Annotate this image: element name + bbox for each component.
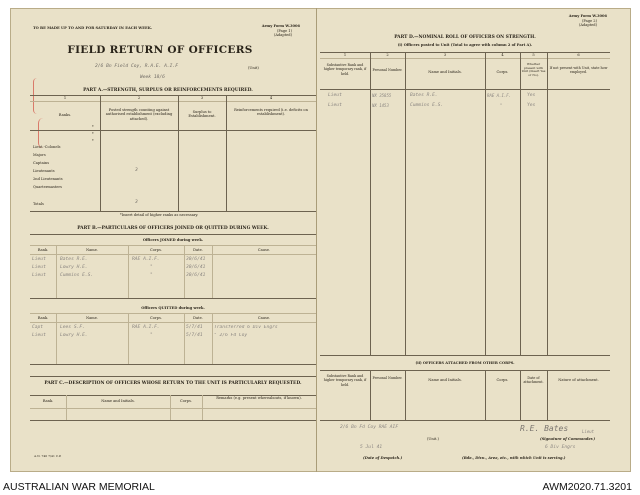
attached-title: (ii) OFFICERS ATTACHED FROM OTHER CORPS. — [415, 361, 515, 365]
joined-name: Bates R.E. — [60, 257, 88, 262]
d-header-number: Personal Number. — [372, 68, 403, 72]
archive-caption: AUSTRALIAN WAR MEMORIAL — [3, 481, 155, 493]
d-row-present: Yes — [527, 103, 536, 108]
quitted-rank: Lieut — [32, 333, 46, 338]
quitted-header-rank: Rank. — [37, 316, 49, 320]
joined-date: 30/6/41 — [186, 257, 206, 262]
joined-corps: " — [150, 273, 153, 278]
star-mark: * — [92, 132, 94, 136]
quitted-header-cause: Cause. — [257, 316, 271, 320]
joined-name: Cummins E.S. — [60, 273, 94, 278]
d-row-rank: Lieut — [328, 103, 342, 108]
att-header-nature: Nature of attachment. — [558, 378, 599, 382]
unit-name-handwritten: 2/6 Bn Fd Coy RAE AIF — [340, 425, 399, 430]
quitted-rank: Capt — [32, 325, 44, 330]
joined-corps: " — [150, 265, 153, 270]
signature-rank: Lieut — [582, 429, 595, 434]
quitted-header-date: Date. — [193, 316, 203, 320]
quitted-name: Lowry H.E. — [60, 333, 88, 338]
joined-rank: Lieut — [32, 265, 46, 270]
att-header-name: Name and Initials. — [428, 378, 462, 382]
page-fold — [316, 8, 317, 472]
joined-header-name: Name. — [86, 248, 98, 252]
rank-row: Quartermasters — [33, 185, 62, 189]
rank-row: 2nd Lieutenants — [33, 177, 63, 181]
c-header-corps: Corps. — [180, 399, 192, 403]
despatch-label: (Date of Despatch.) — [363, 456, 403, 460]
d-col-num: 1 — [343, 53, 347, 57]
star-mark: * — [92, 139, 94, 143]
joined-header-cause: Cause. — [257, 248, 271, 252]
part-d-title: PART D.—NOMINAL ROLL OF OFFICERS ON STRENGTH. — [394, 35, 536, 40]
quitted-title: Officers QUITTED during week. — [141, 306, 205, 310]
quitted-header-name: Name. — [86, 316, 98, 320]
totals-label: Totals — [33, 202, 44, 206]
star-mark: * — [92, 125, 94, 129]
col-num-1: 1 — [63, 96, 67, 100]
quitted-header-corps: Corps. — [150, 316, 162, 320]
joined-corps: RAE A.I.F. — [132, 257, 160, 262]
rank-row: Captains — [33, 161, 50, 165]
d-row-corps: RAE A.I.F. — [487, 93, 512, 98]
adapted-right: (Adapted) — [578, 23, 597, 27]
col-header-posted: Posted strength counting against authorised establishment (excluding attached). — [105, 108, 173, 121]
rank-row: Lieut.-Colonels — [33, 145, 61, 149]
d-row-name: Cummins E.S. — [410, 103, 444, 108]
joined-header-date: Date. — [193, 248, 203, 252]
formation-handwritten: 6 Div Engrs — [545, 445, 576, 450]
red-pencil-mark-2 — [38, 118, 48, 148]
d-col-num: 2 — [386, 53, 389, 57]
joined-date: 30/6/41 — [186, 273, 206, 278]
joined-title: Officers JOINED during week. — [142, 238, 204, 242]
d-col-num: 4 — [501, 53, 504, 57]
despatch-date: 5 Jul 41 — [360, 445, 383, 450]
quitted-cause: " 2/6 Fd Coy — [214, 333, 248, 338]
part-a-title: PART A.—STRENGTH, SURPLUS OR REINFORCEMENTS REQUIRED. — [83, 88, 253, 93]
signature-label: (Signature of Commander.) — [540, 437, 596, 441]
d-row-rank: Lieut — [328, 93, 342, 98]
d-header-name: Name and Initials. — [428, 70, 462, 74]
instruction-header: TO BE MADE UP TO AND FOR SATURDAY IN EACH WEEK. — [33, 26, 153, 30]
d-col-num: 6 — [577, 53, 580, 57]
c-header-name: Name and Initials. — [101, 399, 135, 403]
d-row-name: Bates R.E. — [410, 93, 438, 98]
att-header-rank: Substantive Rank and higher temporary rank, if held. — [323, 374, 367, 387]
col-num-4: 4 — [269, 96, 273, 100]
page-title: FIELD RETURN OF OFFICERS — [67, 44, 253, 56]
accession-number: AWM2020.71.3201 — [542, 481, 632, 493]
d-header-corps: Corps. — [496, 70, 509, 74]
quitted-date: 5/7/41 — [186, 325, 203, 330]
quitted-corps: " — [150, 333, 153, 338]
page-label-left: (Page 1) — [276, 29, 292, 33]
d-row-number: NX 35855 — [372, 93, 392, 98]
d-col-num: 5 — [532, 53, 535, 57]
part-b-title: PART B.—PARTICULARS OF OFFICERS JOINED OR QUITTED DURING WEEK. — [77, 226, 269, 231]
d-row-number: NX 1453 — [372, 103, 389, 108]
quitted-corps: RAE A.I.F. — [132, 325, 160, 330]
joined-rank: Lieut — [32, 273, 46, 278]
quitted-name: Lees S.F. — [60, 325, 85, 330]
col-num-3: 3 — [200, 96, 204, 100]
part-c-title: PART C.—DESCRIPTION OF OFFICERS WHOSE RETURN TO THE UNIT IS PARTICULARLY REQUESTED. — [44, 381, 302, 386]
unit-handwritten: 2/6 Bn Field Coy, R.A.E. A.I.F — [95, 64, 178, 69]
totals-count: 3 — [135, 200, 138, 205]
footnote: *Insert detail of higher ranks as necessary. — [120, 213, 199, 217]
rank-row: Majors — [33, 153, 46, 157]
adapted-left: (Adapted) — [273, 33, 292, 37]
att-header-number: Personal Number. — [372, 376, 403, 380]
joined-header-corps: Corps. — [150, 248, 162, 252]
att-header-corps: Corps. — [496, 378, 509, 382]
d-row-present: Yes — [527, 93, 536, 98]
form-number-left: Army Form W.3006 — [261, 24, 300, 28]
d-header-rank: Substantive Rank and higher temporary rank, if held. — [323, 63, 367, 76]
print-code: A.N. 740 7/41 C.P. — [34, 454, 62, 458]
col-num-2: 2 — [137, 96, 141, 100]
d-col-num: 3 — [443, 53, 447, 57]
rank-row: Lieutenants — [33, 169, 55, 173]
d-header-employed: If not present with Unit, state how employed. — [549, 66, 608, 75]
date-handwritten: Week 18/6 — [140, 75, 165, 80]
formation-label: (Bde., Divn., Area, etc., with which Unit is serving.) — [462, 456, 566, 460]
d-row-corps: " — [500, 103, 503, 108]
commander-signature: R.E. Bates — [520, 424, 569, 433]
page-label-right: (Page 2) — [581, 19, 597, 23]
c-header-rank: Rank. — [42, 399, 54, 403]
part-d-subtitle: (i) Officers posted to Unit (Total to agree with column 2 of Part A). — [397, 43, 533, 47]
joined-date: 30/6/41 — [186, 265, 206, 270]
c-header-remarks: Remarks (e.g. present whereabouts, if known). — [216, 396, 302, 400]
d-header-present: Whether present with Unit (Insert Yes or No). — [521, 62, 546, 77]
col-header-surplus: Surplus to Establishment. — [188, 110, 216, 119]
form-number-right: Army Form W.3006 — [568, 14, 607, 18]
joined-rank: Lieut — [32, 257, 46, 262]
col-header-reinforcements: Reinforcements required (i.e. deficits on establishment). — [234, 108, 308, 117]
unit-label: (Unit) — [248, 66, 259, 70]
col-header-ranks: Ranks. — [58, 113, 72, 117]
att-header-date: Date of attachment. — [523, 376, 544, 385]
joined-header-rank: Rank. — [37, 248, 49, 252]
lieutenants-count: 3 — [135, 168, 138, 173]
quitted-date: 5/7/41 — [186, 333, 203, 338]
joined-name: Lowry H.E. — [60, 265, 88, 270]
quitted-cause: Transferred 6 Div Engrs — [214, 325, 278, 330]
unit-label-right: (Unit.) — [427, 437, 439, 441]
